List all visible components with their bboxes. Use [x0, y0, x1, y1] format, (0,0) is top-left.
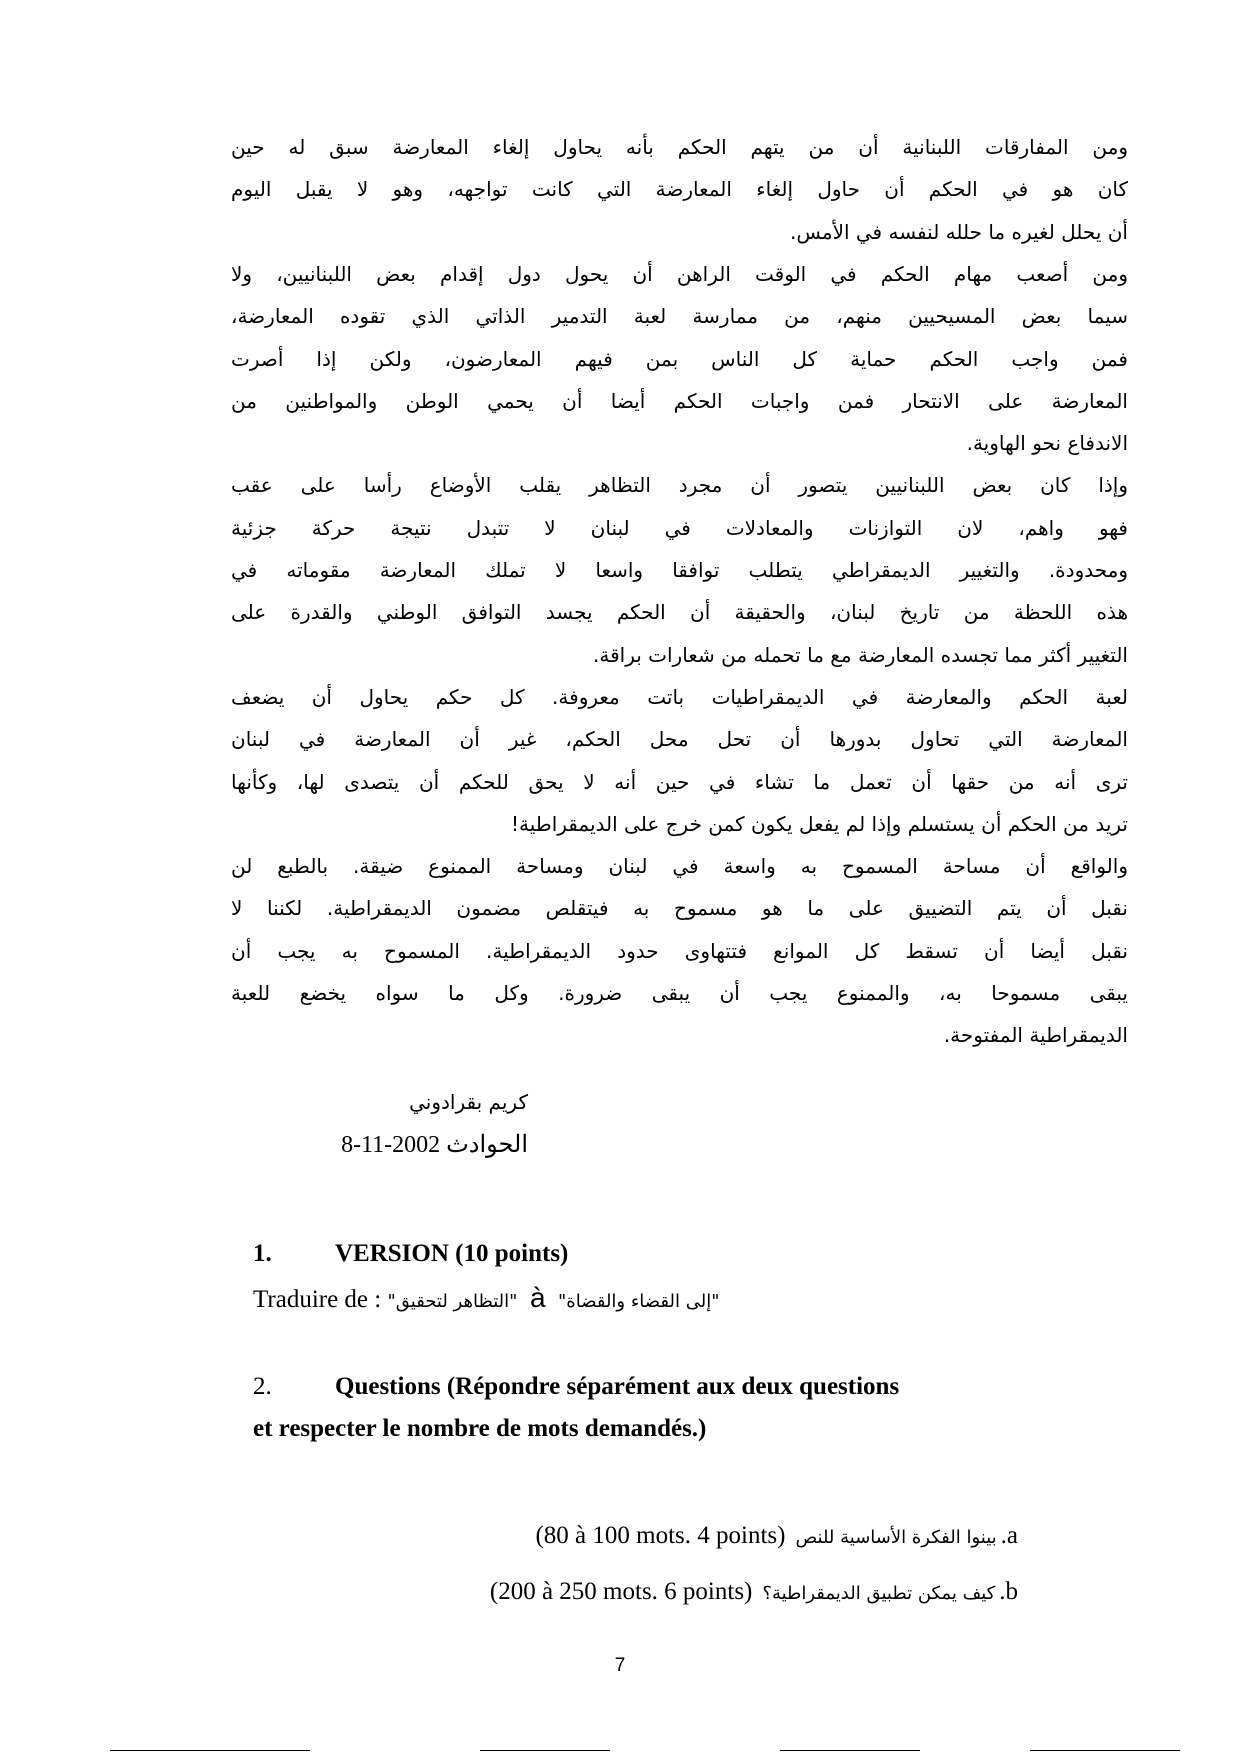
article-line: لعبة الحكم والمعارضة في الديمقراطيات باتت معروفة. كل حكم يحاول أن يضعف — [231, 684, 1128, 709]
article-line: نقبل أيضا أن تسقط كل الموانع فتتهاوى حدود الديمقراطية. المسموح به يجب أن — [231, 938, 1128, 963]
source-date: الحوادث 2002-11-8 — [341, 1132, 528, 1158]
question-a — [535, 1522, 1018, 1550]
question-b — [490, 1578, 1018, 1606]
author-name: كريم بقرادوني — [409, 1090, 528, 1114]
question-a-label: a. — [1000, 1522, 1018, 1549]
article-line: الديمقراطية المفتوحة. — [943, 1023, 1128, 1048]
question-a-text: بينوا الفكرة الأساسية للنص — [795, 1527, 997, 1548]
translate-prefix: Traduire de : — [253, 1286, 382, 1313]
article-line: التغيير أكثر مما تجسده المعارضة مع ما تحمله من شعارات براقة. — [593, 642, 1128, 667]
version-number: 1. — [253, 1240, 272, 1267]
questions-number: 2. — [253, 1373, 272, 1400]
article-line: فهو واهم، لان التوازنات والمعادلات في لبنان لا تتبدل نتيجة حركة جزئية — [231, 515, 1128, 540]
translate-instruction — [253, 1282, 719, 1314]
article-line: والواقع أن مساحة المسموح به واسعة في لبنان ومساحة الممنوع ضيقة. بالطبع لن — [231, 854, 1128, 879]
article-line: ترى أنه من حقها أن تعمل ما تشاء في حين أنه لا يحق للحكم أن يتصدى لها، وكأنها — [231, 769, 1128, 794]
page-number: 7 — [614, 1655, 626, 1676]
article-line: كان هو في الحكم أن حاول إلغاء المعارضة التي كانت تواجهه، وهو لا يقبل اليوم — [231, 177, 1128, 202]
question-b-note: (200 à 250 mots. 6 points) — [489, 1578, 753, 1605]
article-line: ومن أصعب مهام الحكم في الوقت الراهن أن يحول دول إقدام بعض اللبنانيين، ولا — [231, 261, 1128, 286]
article-line: يبقى مسموحا به، والممنوع يجب أن يبقى ضرورة. وكل ما سواه يخضع للعبة — [231, 981, 1128, 1005]
article-line: هذه اللحظة من تاريخ لبنان، والحقيقة أن الحكم يجسد التوافق الوطني والقدرة على — [231, 600, 1128, 625]
version-heading — [253, 1240, 568, 1268]
article-line: ومحدودة. والتغيير الديمقراطي يتطلب توافقا واسعا لا تملك المعارضة مقوماته في — [231, 558, 1128, 582]
question-b-label: b. — [999, 1578, 1018, 1605]
article-line: فمن واجب الحكم حماية كل الناس بمن فيهم المعارضون، ولكن إذا أصرت — [231, 346, 1128, 371]
questions-title-line1: Questions (Répondre séparément aux deux questions — [335, 1373, 900, 1400]
article-line: الاندفاع نحو الهاوية. — [966, 431, 1128, 456]
footer-rule — [780, 1750, 920, 1752]
article-line: المعارضة التي تحاول بدورها أن تحل محل الحكم، غير أن المعارضة في لبنان — [231, 727, 1128, 752]
questions-heading — [253, 1373, 899, 1401]
question-b-text: كيف يمكن تطبيق الديمقراطية؟ — [762, 1583, 996, 1604]
footer-rule — [1030, 1750, 1180, 1752]
translate-to: "إلى القضاء والقضاة" — [558, 1291, 720, 1312]
version-title: VERSION (10 points) — [335, 1240, 569, 1267]
question-a-note: (80 à 100 mots. 4 points) — [535, 1522, 786, 1549]
footer-rule — [480, 1750, 610, 1752]
article-line: المعارضة على الانتحار فمن واجبات الحكم أيضا أن يحمي الوطن والمواطنين من — [231, 388, 1128, 413]
translate-from: "التظاهر لتحقيق" — [387, 1291, 518, 1312]
article-line: تريد من الحكم أن يستسلم وإذا لم يفعل يكون كمن خرج على الديمقراطية! — [511, 811, 1128, 836]
questions-title-line2: et respecter le nombre de mots demandés.) — [253, 1415, 707, 1442]
article-line: نقبل أن يتم التضييق على ما هو مسموح به فيتقلص مضمون الديمقراطية. لكننا لا — [231, 896, 1128, 921]
article-line: أن يحلل لغيره ما حلله لنفسه في الأمس. — [790, 219, 1128, 244]
article-line: سيما بعض المسيحيين منهم، من ممارسة لعبة التدمير الذاتي الذي تقوده المعارضة، — [231, 304, 1128, 329]
article-line: وإذا كان بعض اللبنانيين يتصور أن مجرد التظاهر يقلب الأوضاع رأسا على عقب — [231, 473, 1128, 498]
questions-heading-2 — [253, 1415, 706, 1443]
footer-rule — [110, 1750, 310, 1752]
article-line: ومن المفارقات اللبنانية أن من يتهم الحكم بأنه يحاول إلغاء المعارضة سبق له حين — [231, 135, 1128, 159]
translate-to-word: à — [529, 1282, 546, 1313]
